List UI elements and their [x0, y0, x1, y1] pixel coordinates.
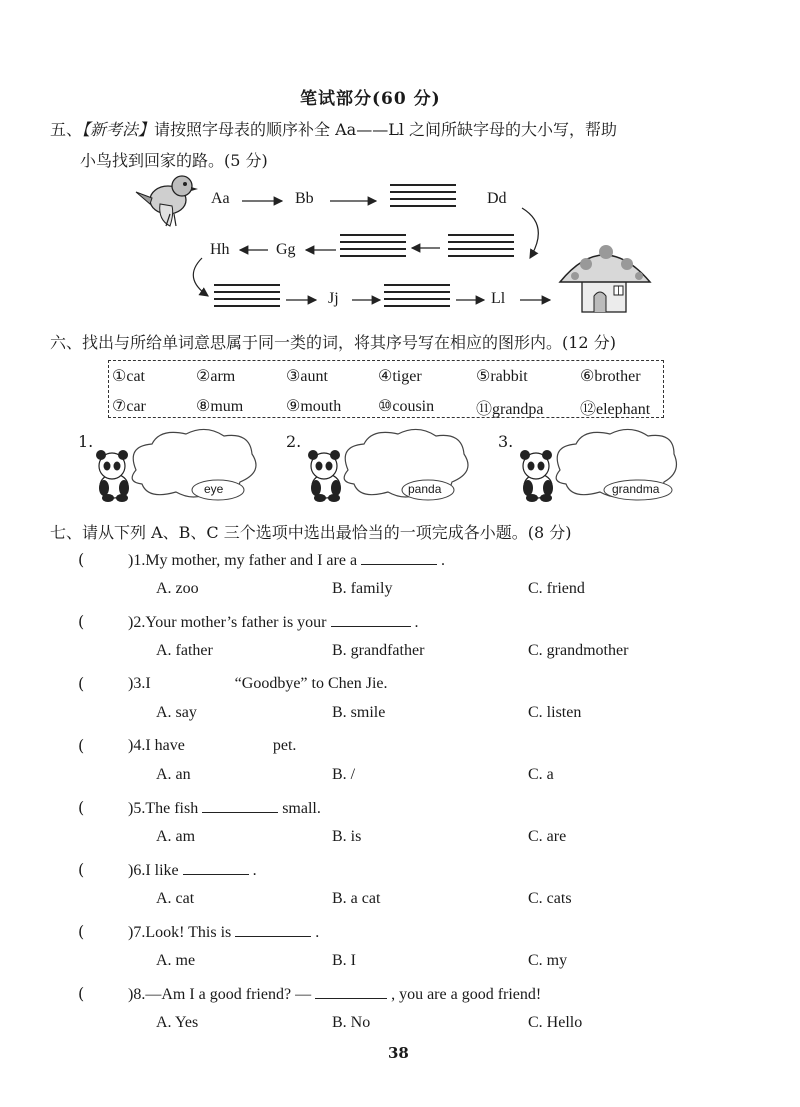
question-text-pre: The fish: [145, 800, 199, 817]
question-text-pre: Look! This is: [145, 924, 232, 941]
section5-tag: 【新考法】: [82, 120, 155, 139]
question-text-post: small.: [282, 800, 321, 817]
writing-lines-ii[interactable]: [214, 284, 280, 312]
cloud-word: panda: [408, 482, 442, 496]
question-line: [128, 736, 296, 755]
answer-paren[interactable]: (: [78, 736, 85, 755]
question-number: )6.: [128, 862, 146, 879]
question-line: [128, 674, 388, 693]
answer-blank[interactable]: [235, 922, 311, 937]
question-text-pre: —Am I a good friend? —: [145, 986, 312, 1003]
answer-blank[interactable]: [315, 984, 387, 999]
question-line: [128, 860, 257, 880]
answer-paren[interactable]: (: [78, 798, 85, 817]
mushroom-house-icon: [560, 245, 650, 312]
word-item: ⑩cousin: [378, 398, 435, 415]
word-item: ⑦car: [112, 398, 146, 415]
section5-text-line1: 请按照字母表的顺序补全 Aa——Ll 之间所缺字母的大小写，帮助: [154, 120, 618, 139]
option-b[interactable]: B. /: [332, 766, 356, 783]
question-line: [128, 612, 419, 632]
cloud-number: 3.: [498, 432, 514, 451]
question-number: )5.: [128, 800, 146, 817]
word-item: ⑫elephant: [580, 401, 651, 418]
question-text-post: .: [315, 924, 320, 941]
word-item: ②arm: [196, 368, 236, 385]
writing-lines-ee[interactable]: [448, 234, 514, 262]
question-text-post: .: [441, 552, 446, 569]
page-title: 笔试部分(60 分): [300, 89, 441, 109]
word-item: ①cat: [112, 368, 145, 385]
word-item: ⑪grandpa: [476, 401, 544, 418]
question-text-post: pet.: [272, 737, 297, 754]
question-number: )7.: [128, 924, 146, 941]
option-b[interactable]: B. No: [332, 1014, 371, 1031]
question-number: )1.: [128, 552, 146, 569]
answer-blank[interactable]: [361, 550, 437, 565]
word-item: ③aunt: [286, 368, 328, 385]
letter-ll: Ll: [491, 290, 506, 307]
option-b[interactable]: B. I: [332, 952, 356, 969]
answer-paren[interactable]: (: [78, 984, 85, 1003]
letter-jj: Jj: [328, 290, 339, 307]
option-a[interactable]: A. father: [156, 642, 213, 659]
question-text-post: “Goodbye” to Chen Jie.: [234, 675, 388, 692]
bird-icon: [136, 176, 198, 226]
question-text-post: .: [252, 862, 257, 879]
option-b[interactable]: B. a cat: [332, 890, 381, 907]
word-item: ⑤rabbit: [476, 368, 528, 385]
question-line: [128, 922, 319, 942]
question-number: )3.: [128, 675, 146, 692]
option-c[interactable]: C. listen: [528, 704, 582, 721]
section6-heading: 六、找出与所给单词意思属于同一类的词，将其序号写在相应的图形内。(12 分): [50, 333, 616, 352]
option-a[interactable]: A. cat: [156, 890, 195, 907]
section7-heading: 七、请从下列 A、B、C 三个选项中选出最恰当的一项完成各小题。(8 分): [50, 523, 572, 542]
word-item: ⑥brother: [580, 368, 641, 385]
cloud-number: 1.: [78, 432, 94, 451]
letter-aa: Aa: [211, 190, 230, 207]
section5-heading: [50, 117, 617, 140]
section5-text-line2: 小鸟找到回家的路。(5 分): [80, 151, 268, 170]
question-text-pre: I have: [145, 737, 185, 754]
answer-paren[interactable]: (: [78, 550, 85, 569]
panda-icon: [520, 450, 553, 502]
option-c[interactable]: C. a: [528, 766, 554, 783]
option-b[interactable]: B. is: [332, 828, 362, 845]
question-text-post: , you are a good friend!: [391, 986, 542, 1003]
cloud-number: 2.: [286, 432, 302, 451]
letter-dd: Dd: [487, 190, 507, 207]
option-a[interactable]: A. me: [156, 952, 196, 969]
answer-paren[interactable]: (: [78, 612, 85, 631]
answer-blank[interactable]: [189, 736, 269, 750]
option-b[interactable]: B. smile: [332, 704, 386, 721]
clouds-group: [90, 426, 680, 506]
option-a[interactable]: A. am: [156, 828, 196, 845]
answer-blank[interactable]: [202, 798, 278, 813]
option-c[interactable]: C. are: [528, 828, 567, 845]
word-item: ⑧mum: [196, 398, 244, 415]
option-a[interactable]: A. Yes: [156, 1014, 199, 1031]
question-text-post: .: [414, 614, 419, 631]
question-number: )4.: [128, 737, 146, 754]
section5-prefix: 五、: [50, 120, 83, 139]
panda-icon: [308, 450, 341, 502]
word-item: ④tiger: [378, 368, 422, 385]
question-line: [128, 798, 321, 818]
option-c[interactable]: C. cats: [528, 890, 572, 907]
question-text-pre: I like: [145, 862, 179, 879]
option-c[interactable]: C. my: [528, 952, 568, 969]
writing-lines-kk[interactable]: [384, 284, 450, 312]
option-c[interactable]: C. grandmother: [528, 642, 629, 659]
question-number: )2.: [128, 614, 146, 631]
answer-blank[interactable]: [183, 860, 249, 875]
answer-paren[interactable]: (: [78, 674, 85, 693]
question-line: [128, 984, 541, 1004]
letter-gg: Gg: [276, 241, 296, 258]
answer-blank[interactable]: [331, 612, 411, 627]
option-a[interactable]: A. an: [156, 766, 191, 783]
question-text-pre: Your mother’s father is your: [145, 614, 327, 631]
option-c[interactable]: C. Hello: [528, 1014, 583, 1031]
question-text-pre: My mother, my father and I are a: [145, 552, 358, 569]
question-number: )8.: [128, 986, 146, 1003]
question-text-pre: I: [145, 675, 151, 692]
question-line: [128, 550, 445, 570]
option-b[interactable]: B. family: [332, 580, 393, 597]
writing-lines-ff[interactable]: [340, 234, 406, 262]
option-b[interactable]: B. grandfather: [332, 642, 425, 659]
letter-hh: Hh: [210, 241, 230, 258]
option-c[interactable]: C. friend: [528, 580, 585, 597]
word-item: ⑨mouth: [286, 398, 342, 415]
answer-paren[interactable]: (: [78, 922, 85, 941]
cloud-word: grandma: [612, 482, 660, 496]
option-a[interactable]: A. say: [156, 704, 197, 721]
page-number: 38: [388, 1044, 409, 1062]
writing-lines-cc[interactable]: [390, 184, 456, 212]
cloud-word: eye: [204, 482, 224, 496]
option-a[interactable]: A. zoo: [156, 580, 199, 597]
answer-paren[interactable]: (: [78, 860, 85, 879]
letter-bb: Bb: [295, 190, 314, 207]
answer-blank[interactable]: [155, 674, 231, 688]
panda-icon: [96, 450, 129, 502]
